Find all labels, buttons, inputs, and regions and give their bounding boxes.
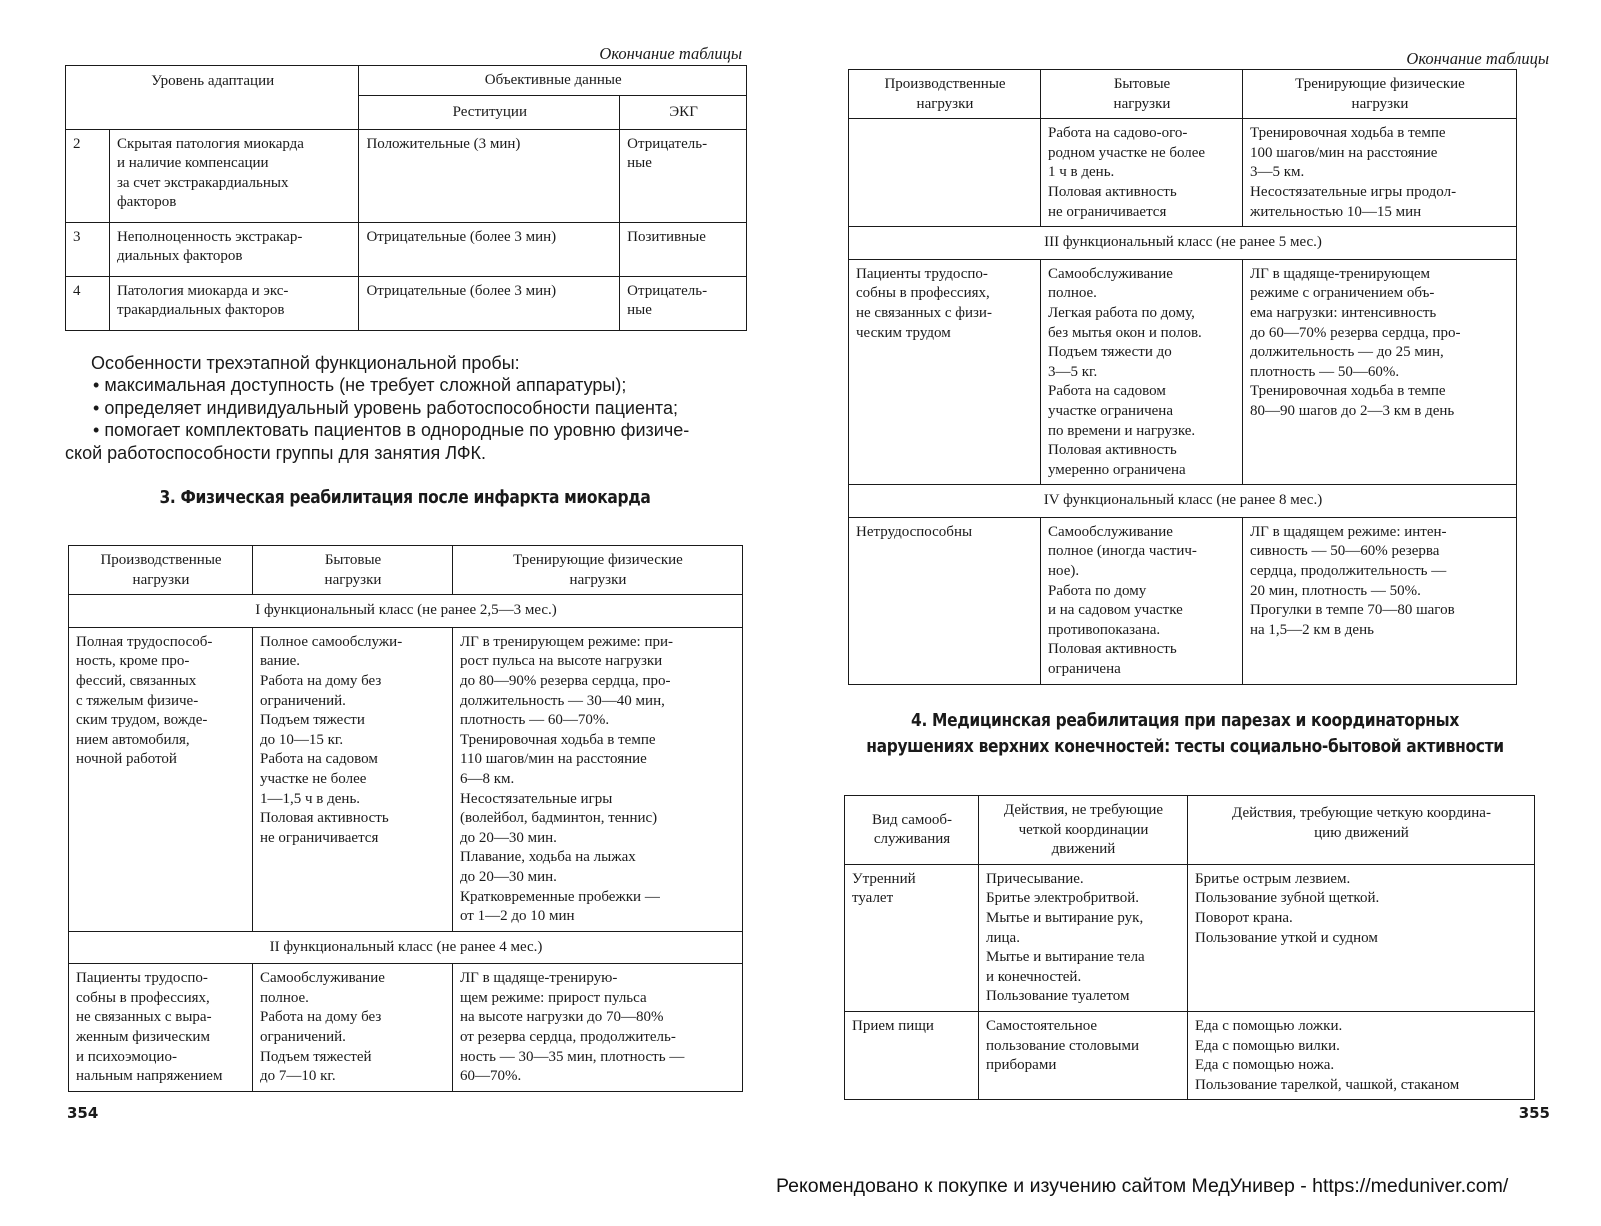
adaptation-level-cell: Скрытая патология миокарда и наличие компенсации за счет экстракардиальных факторов bbox=[109, 129, 358, 222]
header-production-loads: Производственные нагрузки bbox=[69, 546, 253, 595]
functional-class-label: II функциональный класс (не ранее 4 мес.) bbox=[69, 931, 743, 964]
production-loads-cell bbox=[849, 119, 1041, 227]
restitution-cell: Отрицательные (более 3 мин) bbox=[359, 222, 620, 276]
training-loads-cell: ЛГ в тренирующем режиме: при- рост пульса на высоте нагрузки до 80—90% резерва сердца, про- должительность — 30—40 мин, плотность — 60—70%. Тренировочная ходьба в темпе 110 шагов/мин на расстояние 6—8 км. Несостязательные игры (волейбол, бадминтон, теннис) до 20—30 мин. Плавание, ходьба на лыжах до 20—30 мин. Кратковременные пробежки — от 1—2 до 10 мин bbox=[453, 627, 743, 931]
production-loads-cell: Пациенты трудоспо- собны в профессиях, не связанных с выра- женным физическим и психоэмоцио- нальным напряжением bbox=[69, 964, 253, 1092]
production-loads-cell: Полная трудоспособ- ность, кроме про- фессий, связанных с тяжелым физиче- ским трудом, вожде- нием автомобиля, ночной работой bbox=[69, 627, 253, 931]
functional-class-label: IV функциональный класс (не ранее 8 мес.) bbox=[849, 485, 1517, 518]
no-coordination-cell: Самостоятельное пользование столовыми приборами bbox=[979, 1011, 1188, 1099]
rehabilitation-table-continued bbox=[848, 69, 1517, 685]
table-row bbox=[849, 517, 1517, 684]
continuation-label: Окончание таблицы bbox=[599, 44, 742, 63]
table-row bbox=[69, 627, 743, 931]
self-care-type-cell: Прием пищи bbox=[845, 1011, 979, 1099]
continuation-label: Окончание таблицы bbox=[1406, 49, 1549, 68]
household-loads-cell: Самообслуживание полное (иногда частич- ное). Работа по дому и на садовом участке противопоказана. Половая активность ограничена bbox=[1041, 517, 1243, 684]
functional-class-label: I функциональный класс (не ранее 2,5—3 мес.) bbox=[69, 595, 743, 628]
section-heading: 3. Физическая реабилитация после инфаркта миокарда bbox=[159, 487, 651, 508]
self-care-type-cell: Утренний туалет bbox=[845, 864, 979, 1011]
header-self-care-type: Вид самооб- служивания bbox=[845, 796, 979, 865]
feature-item: • определяет индивидуальный уровень работоспособности пациента; bbox=[65, 397, 749, 419]
test-features-text bbox=[65, 352, 749, 464]
household-loads-cell: Самообслуживание полное. Легкая работа по дому, без мытья окон и полов. Подъем тяжести до 3—5 кг. Работа на садовом участке ограничена по времени и нагрузке. Половая активность умеренно ограничена bbox=[1041, 259, 1243, 485]
feature-continuation: ской работоспособности группы для занятия ЛФК. bbox=[65, 442, 487, 463]
header-coordination: Действия, требующие четкую координа- цию движений bbox=[1188, 796, 1535, 865]
header-household-loads: Бытовые нагрузки bbox=[253, 546, 453, 595]
ecg-cell: Позитивные bbox=[620, 222, 747, 276]
production-loads-cell: Пациенты трудоспо- собны в профессиях, не связанных с физи- ческим трудом bbox=[849, 259, 1041, 485]
table-row bbox=[66, 222, 747, 276]
row-number: 2 bbox=[66, 129, 110, 222]
section-heading: 4. Медицинская реабилитация при парезах и координаторных нарушениях верхних конечностей: тесты социально-бытовой активности bbox=[866, 710, 1504, 757]
page-number: 355 bbox=[1518, 1104, 1550, 1122]
training-loads-cell: Тренировочная ходьба в темпе 100 шагов/мин на расстояние 3—5 км. Несостязательные игры продол- жительностью 10—15 мин bbox=[1243, 119, 1517, 227]
left-page bbox=[60, 0, 750, 1170]
table-row bbox=[845, 1011, 1535, 1099]
self-care-table bbox=[844, 795, 1535, 1100]
feature-item: • помогает комплектовать пациентов в однородные по уровню физиче- bbox=[65, 419, 749, 441]
coordination-cell: Бритье острым лезвием. Пользование зубной щеткой. Поворот крана. Пользование уткой и судном bbox=[1188, 864, 1535, 1011]
household-loads-cell: Полное самообслужи- вание. Работа на дому без ограничений. Подъем тяжести до 10—15 кг. Работа на садовом участке не более 1—1,5 ч в день. Половая активность не ограничивается bbox=[253, 627, 453, 931]
table-row bbox=[66, 129, 747, 222]
table-row bbox=[845, 864, 1535, 1011]
header-training-loads: Тренирующие физические нагрузки bbox=[1243, 70, 1517, 119]
ecg-cell: Отрицатель- ные bbox=[620, 129, 747, 222]
table-row bbox=[66, 276, 747, 330]
page-number: 354 bbox=[67, 1104, 99, 1122]
header-production-loads: Производственные нагрузки bbox=[849, 70, 1041, 119]
header-objective-data: Объективные данные bbox=[359, 66, 747, 96]
restitution-cell: Отрицательные (более 3 мин) bbox=[359, 276, 620, 330]
header-ecg: ЭКГ bbox=[620, 95, 747, 129]
features-intro: Особенности трехэтапной функциональной пробы: bbox=[91, 353, 520, 373]
table-row bbox=[849, 119, 1517, 227]
footer-recommendation: Рекомендовано к покупке и изучению сайтом МедУнивер - https://meduniver.com/ bbox=[776, 1175, 1509, 1197]
ecg-cell: Отрицатель- ные bbox=[620, 276, 747, 330]
header-training-loads: Тренирующие физические нагрузки bbox=[453, 546, 743, 595]
row-number: 4 bbox=[66, 276, 110, 330]
table-row bbox=[69, 964, 743, 1092]
features-list bbox=[65, 374, 749, 441]
feature-item: • максимальная доступность (не требует сложной аппаратуры); bbox=[65, 374, 749, 396]
no-coordination-cell: Причесывание. Бритье электробритвой. Мытье и вытирание рук, лица. Мытье и вытирание тела и конечностей. Пользование туалетом bbox=[979, 864, 1188, 1011]
training-loads-cell: ЛГ в щадящем режиме: интен- сивность — 50—60% резерва сердца, продолжительность — 20 мин, плотность — 50%. Прогулки в темпе 70—80 шагов на 1,5—2 км в день bbox=[1243, 517, 1517, 684]
header-no-coordination: Действия, не требующие четкой координации движений bbox=[979, 796, 1188, 865]
adaptation-level-cell: Патология миокарда и экс- тракардиальных факторов bbox=[109, 276, 358, 330]
functional-class-label: III функциональный класс (не ранее 5 мес.) bbox=[849, 227, 1517, 260]
header-restitution: Реституции bbox=[359, 95, 620, 129]
household-loads-cell: Работа на садово-ого- родном участке не более 1 ч в день. Половая активность не ограничивается bbox=[1041, 119, 1243, 227]
production-loads-cell: Нетрудоспособны bbox=[849, 517, 1041, 684]
household-loads-cell: Самообслуживание полное. Работа на дому без ограничений. Подъем тяжестей до 7—10 кг. bbox=[253, 964, 453, 1092]
coordination-cell: Еда с помощью ложки. Еда с помощью вилки. Еда с помощью ножа. Пользование тарелкой, чашкой, стаканом bbox=[1188, 1011, 1535, 1099]
adaptation-table bbox=[65, 65, 747, 331]
rehabilitation-table bbox=[68, 545, 743, 1092]
table-row bbox=[849, 259, 1517, 485]
header-household-loads: Бытовые нагрузки bbox=[1041, 70, 1243, 119]
right-page bbox=[852, 0, 1550, 1170]
row-number: 3 bbox=[66, 222, 110, 276]
adaptation-level-cell: Неполноценность экстракар- диальных факторов bbox=[109, 222, 358, 276]
restitution-cell: Положительные (3 мин) bbox=[359, 129, 620, 222]
training-loads-cell: ЛГ в щадяще-тренирую- щем режиме: прирост пульса на высоте нагрузки до 70—80% от резерва сердца, продолжитель- ность — 30—35 мин, плотность — 60—70%. bbox=[453, 964, 743, 1092]
header-adaptation-level: Уровень адаптации bbox=[66, 66, 359, 130]
training-loads-cell: ЛГ в щадяще-тренирующем режиме с ограничением объ- ема нагрузки: интенсивность до 60—70% резерва сердца, про- должительность — до 25 мин, плотность — 50—60%. Тренировочная ходьба в темпе 80—90 шагов до 2—3 км в день bbox=[1243, 259, 1517, 485]
